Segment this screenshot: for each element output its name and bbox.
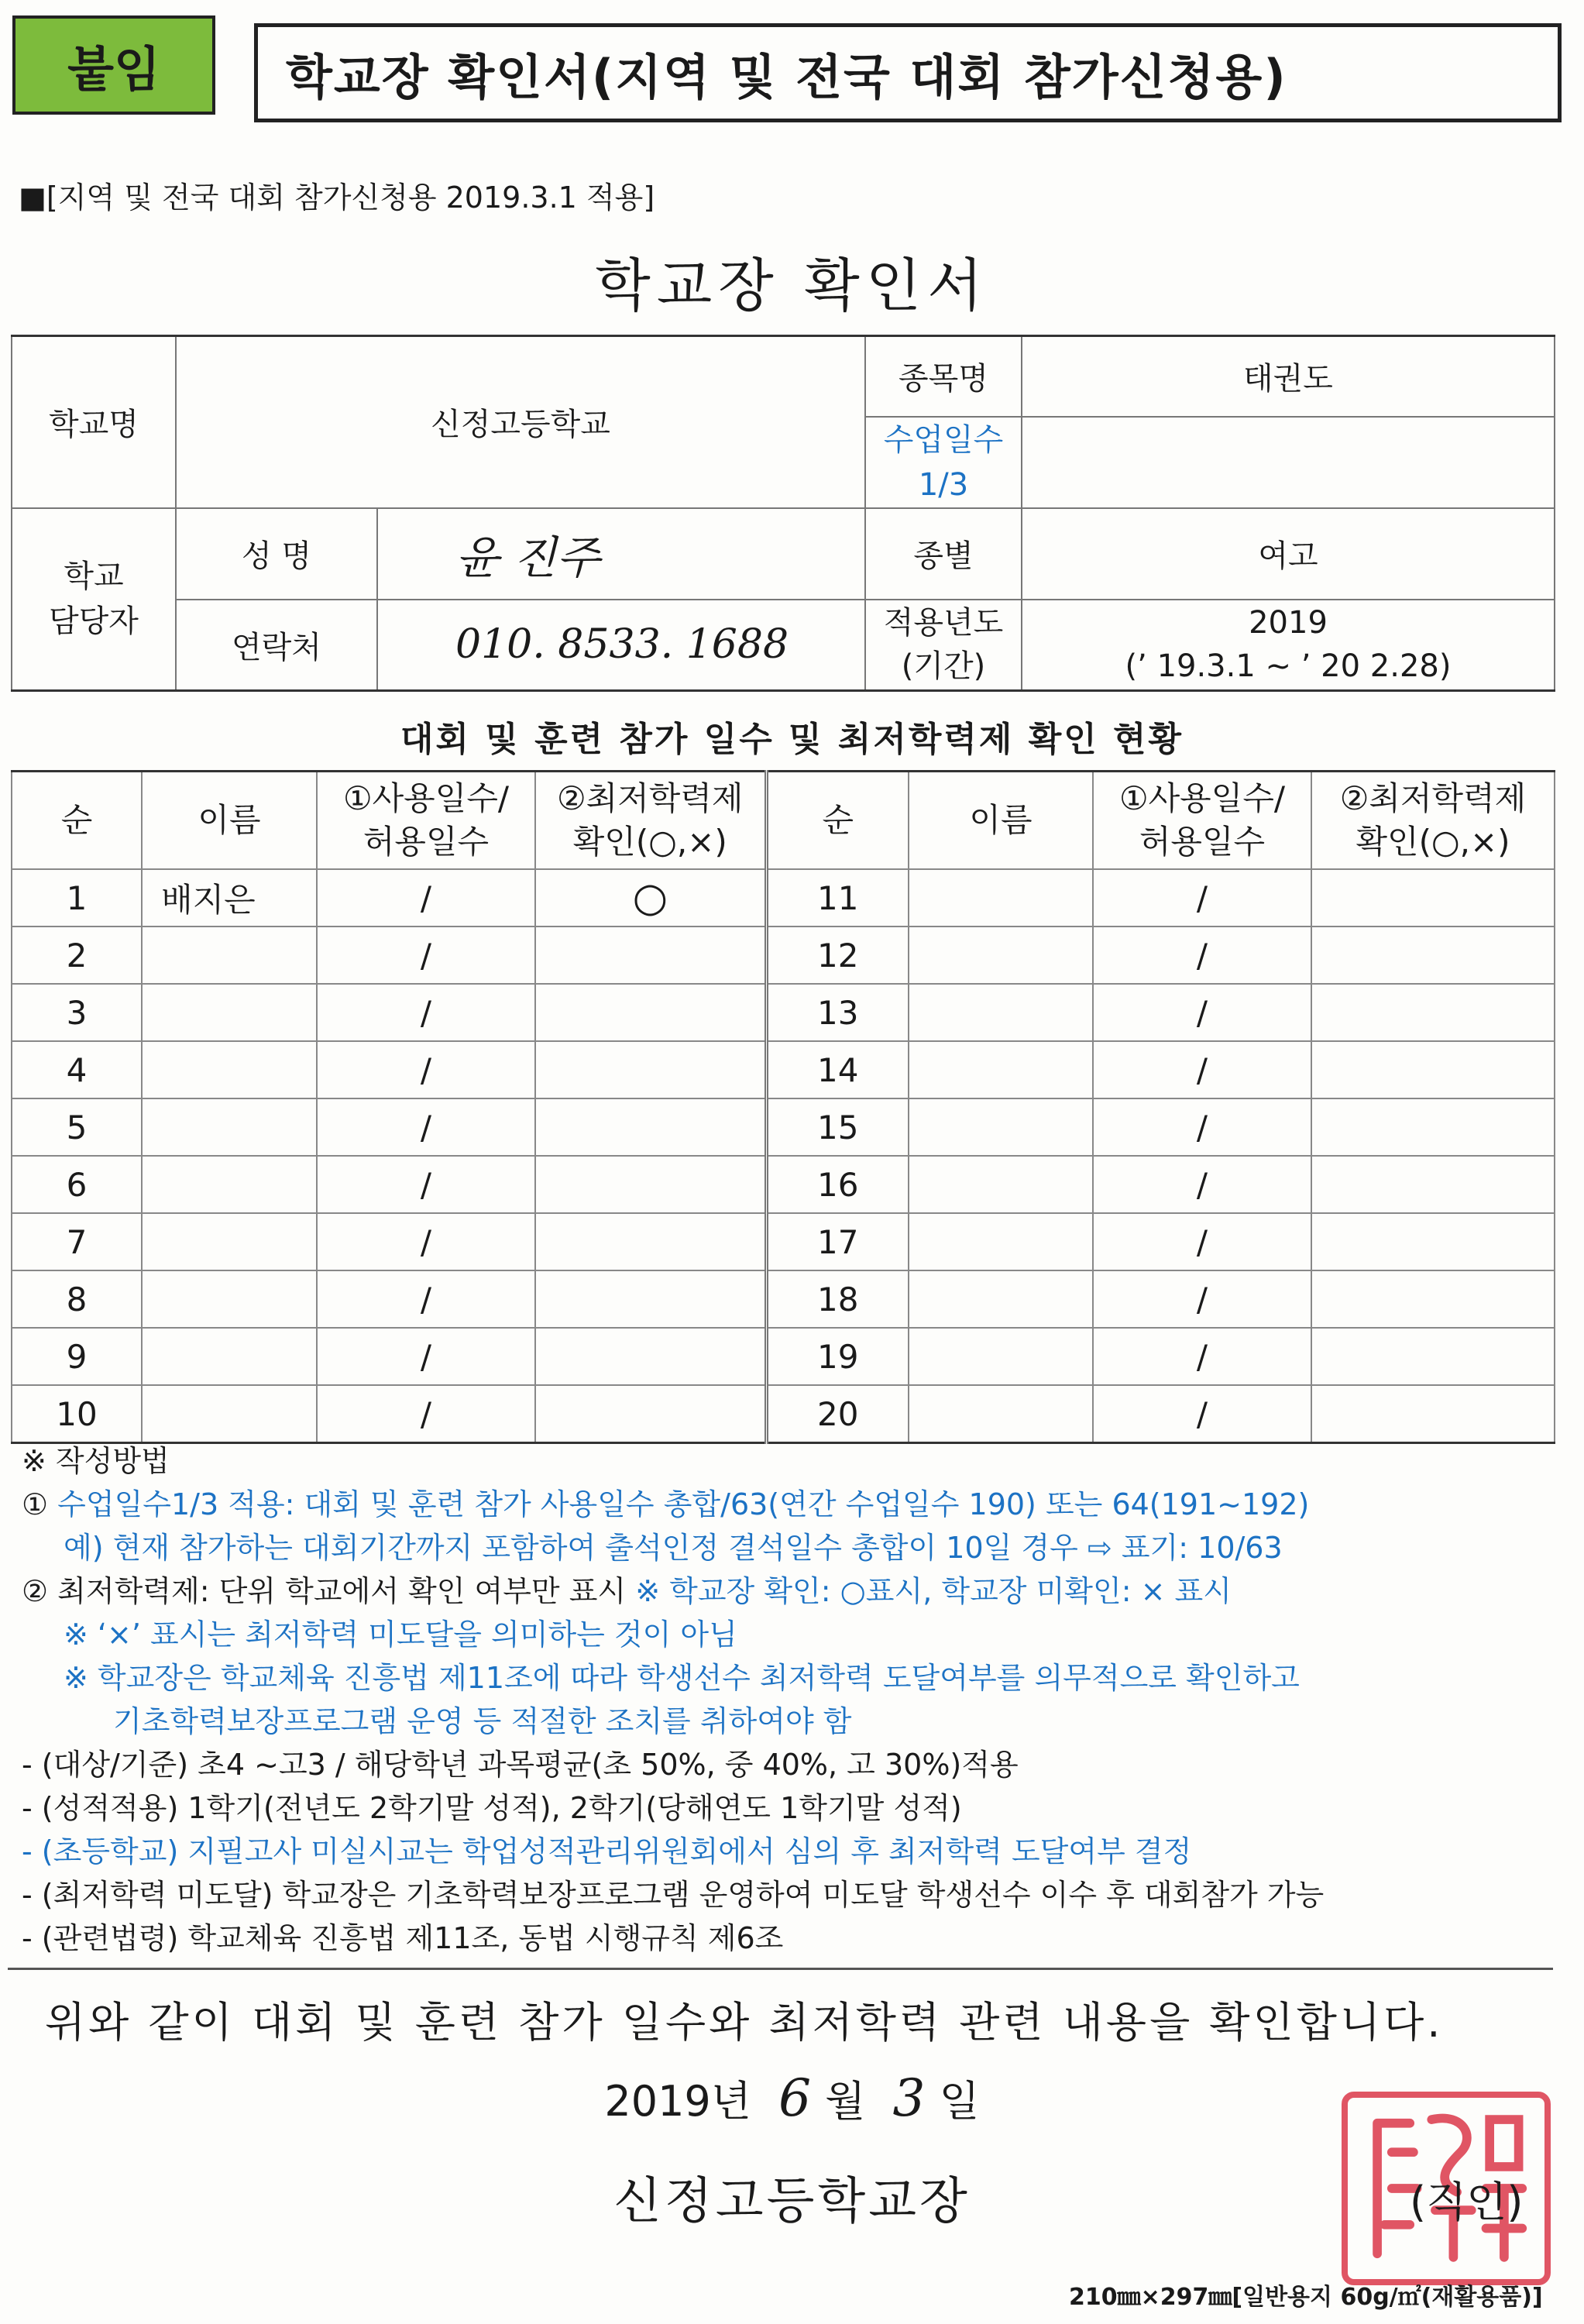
header-days: ①사용일수/ 허용일수	[317, 772, 535, 870]
minimum-achievement-check	[535, 1385, 766, 1443]
minimum-achievement-check	[535, 927, 766, 984]
table-row	[12, 927, 1555, 984]
manager-name-handwritten: 윤 진주	[377, 508, 865, 600]
participant-name	[142, 984, 317, 1041]
used-allowed-days: /	[1093, 1156, 1311, 1213]
minimum-achievement-check	[535, 1041, 766, 1098]
used-allowed-days: /	[317, 1156, 535, 1213]
participant-name	[909, 1041, 1093, 1098]
used-allowed-days: /	[1093, 984, 1311, 1041]
minimum-achievement-check	[535, 1156, 766, 1213]
used-allowed-days: /	[317, 1213, 535, 1270]
manager-label: 학교 담당자	[12, 508, 176, 691]
minimum-achievement-check	[1311, 1385, 1555, 1443]
row-number: 9	[12, 1328, 142, 1385]
row-number: 2	[12, 927, 142, 984]
used-allowed-days: /	[1093, 1098, 1311, 1156]
confirmation-statement: 위와 같이 대회 및 훈련 참가 일수와 최저학력 관련 내용을 확인합니다.	[45, 1998, 1444, 2047]
table-row	[12, 1385, 1555, 1443]
section-title: 대회 및 훈련 참가 일수 및 최저학력제 확인 현황	[400, 720, 1184, 759]
form-subheader: ■[지역 및 전국 대회 참가신청용 2019.3.1 적용]	[19, 180, 655, 215]
table-row	[12, 869, 1555, 927]
row-number: 17	[766, 1213, 909, 1270]
contact-label: 연락처	[176, 600, 377, 691]
row-number: 15	[766, 1098, 909, 1156]
writing-instructions	[22, 1439, 1563, 1960]
used-allowed-days: /	[1093, 927, 1311, 984]
note-2-marking: ※ 학교장 확인: ○표시, 학교장 미확인: × 표시	[635, 1574, 1232, 1608]
banner-title: 학교장 확인서(지역 및 전국 대회 참가신청용)	[254, 23, 1562, 122]
class-days-value	[1022, 417, 1555, 508]
row-number: 3	[12, 984, 142, 1041]
bullet-elementary: - (초등학교) 지필고사 미실시교는 학업성적관리위원회에서 심의 후 최저학력 도달여부 결정	[22, 1834, 1192, 1868]
note-1-number: ①	[22, 1487, 49, 1521]
participant-name	[142, 1098, 317, 1156]
row-number: 14	[766, 1041, 909, 1098]
note-4-line-1: ※ 학교장은 학교체육 진흥법 제11조에 따라 학생선수 최저학력 도달여부를 의무적으로 확인하고	[64, 1661, 1300, 1695]
bullet-below-minimum: - (최저학력 미도달) 학교장은 기초학력보장프로그램 운영하여 미도달 학생선수 이수 후 대회참가 가능	[22, 1878, 1325, 1912]
table-row	[12, 1213, 1555, 1270]
header-no: 순	[12, 772, 142, 870]
period-year: 2019	[1249, 605, 1328, 641]
used-allowed-days: /	[1093, 1213, 1311, 1270]
participant-name	[142, 1041, 317, 1098]
date-day-unit: 일	[939, 2077, 980, 2126]
participant-name	[909, 1385, 1093, 1443]
event-value: 태권도	[1022, 336, 1555, 417]
attachment-badge: 붙임	[12, 15, 215, 115]
used-allowed-days: /	[317, 1098, 535, 1156]
event-label: 종목명	[865, 336, 1022, 417]
principal-title: 신정고등학교장	[613, 2173, 971, 2230]
participant-name	[142, 1385, 317, 1443]
header-no: 순	[766, 772, 909, 870]
seal-label: (직인)	[1410, 2178, 1524, 2226]
row-number: 16	[766, 1156, 909, 1213]
minimum-achievement-check	[1311, 984, 1555, 1041]
note-1-line-1: 수업일수1/3 적용: 대회 및 훈련 참가 사용일수 총합/63(연간 수업일수 190) 또는 64(191~192)	[57, 1487, 1310, 1521]
minimum-achievement-check	[1311, 1213, 1555, 1270]
minimum-achievement-check	[535, 1213, 766, 1270]
class-days-label: 수업일수	[883, 421, 1004, 458]
row-number: 8	[12, 1270, 142, 1328]
date-month-handwritten: 6	[778, 2068, 812, 2128]
row-number: 12	[766, 927, 909, 984]
minimum-achievement-check	[1311, 1270, 1555, 1328]
minimum-achievement-check	[535, 1328, 766, 1385]
header-check: ②최저학력제 확인(○,×)	[1311, 772, 1555, 870]
header-name: 이름	[142, 772, 317, 870]
notes-heading: ※ 작성방법	[22, 1444, 170, 1478]
gender-label: 종별	[865, 508, 1022, 600]
bullet-target: - (대상/기준) 초4 ~고3 / 해당학년 과목평균(초 50%, 중 40%, 고 30%)적용	[22, 1748, 1019, 1782]
participant-name	[909, 1098, 1093, 1156]
note-2-number: ②	[22, 1574, 49, 1608]
participants-body	[12, 869, 1555, 1443]
used-allowed-days: /	[317, 984, 535, 1041]
participant-name	[909, 1213, 1093, 1270]
participant-name	[909, 1156, 1093, 1213]
name-label: 성 명	[176, 508, 377, 600]
minimum-achievement-check	[1311, 869, 1555, 927]
row-number: 11	[766, 869, 909, 927]
note-2-text: 최저학력제: 단위 학교에서 확인 여부만 표시	[57, 1574, 627, 1608]
used-allowed-days: /	[1093, 869, 1311, 927]
minimum-achievement-check	[1311, 927, 1555, 984]
participant-name	[142, 1270, 317, 1328]
row-number: 4	[12, 1041, 142, 1098]
table-row	[12, 1156, 1555, 1213]
row-number: 18	[766, 1270, 909, 1328]
participants-table	[11, 770, 1555, 1444]
row-number: 20	[766, 1385, 909, 1443]
minimum-achievement-check	[535, 1270, 766, 1328]
minimum-achievement-check	[1311, 1156, 1555, 1213]
date-month-unit: 월	[825, 2077, 866, 2126]
row-number: 13	[766, 984, 909, 1041]
school-name-label: 학교명	[12, 336, 176, 508]
participant-name	[909, 1328, 1093, 1385]
period-range: (’ 19.3.1 ~ ’ 20 2.28)	[1125, 648, 1452, 685]
row-number: 5	[12, 1098, 142, 1156]
participant-name	[909, 984, 1093, 1041]
row-number: 1	[12, 869, 142, 927]
participant-name	[909, 869, 1093, 927]
contact-handwritten: 010. 8533. 1688	[377, 600, 865, 691]
date-year: 2019년	[604, 2077, 751, 2126]
table-row	[12, 1328, 1555, 1385]
used-allowed-days: /	[1093, 1041, 1311, 1098]
row-number: 10	[12, 1385, 142, 1443]
table-row	[12, 1270, 1555, 1328]
header-name: 이름	[909, 772, 1093, 870]
participant-name	[909, 927, 1093, 984]
used-allowed-days: /	[1093, 1270, 1311, 1328]
minimum-achievement-check	[535, 984, 766, 1041]
document-title: 학교장 확인서	[595, 253, 989, 319]
minimum-achievement-check	[1311, 1328, 1555, 1385]
note-4-line-2: 기초학력보장프로그램 운영 등 적절한 조치를 취하여야 함	[113, 1704, 852, 1738]
school-info-table	[11, 335, 1555, 692]
participant-name	[142, 1156, 317, 1213]
note-3: ※ ‘×’ 표시는 최저학력 미도달을 의미하는 것이 아님	[64, 1618, 737, 1652]
table-row	[12, 1098, 1555, 1156]
used-allowed-days: /	[317, 1328, 535, 1385]
used-allowed-days: /	[317, 1041, 535, 1098]
participant-name	[142, 927, 317, 984]
bullet-laws: - (관련법령) 학교체육 진흥법 제11조, 동법 시행규칙 제6조	[22, 1921, 784, 1955]
used-allowed-days: /	[317, 1270, 535, 1328]
class-days-ratio: 1/3	[918, 466, 969, 503]
school-name-value: 신정고등학교	[176, 336, 865, 508]
used-allowed-days: /	[317, 1385, 535, 1443]
minimum-achievement-check	[1311, 1041, 1555, 1098]
participant-name	[142, 1213, 317, 1270]
used-allowed-days: /	[317, 927, 535, 984]
divider	[8, 1968, 1553, 1970]
row-number: 19	[766, 1328, 909, 1385]
minimum-achievement-check	[535, 1098, 766, 1156]
table-row	[12, 1041, 1555, 1098]
row-number: 7	[12, 1213, 142, 1270]
bullet-grades: - (성적적용) 1학기(전년도 2학기말 성적), 2학기(당해연도 1학기말 성적)	[22, 1791, 962, 1825]
participant-name: 배지은	[142, 869, 317, 927]
row-number: 6	[12, 1156, 142, 1213]
gender-value: 여고	[1022, 508, 1555, 600]
paper-spec-footer: 210㎜×297㎜[일반용지 60g/㎡(재활용품)]	[1069, 2284, 1543, 2311]
used-allowed-days: /	[317, 869, 535, 927]
table-row	[12, 984, 1555, 1041]
minimum-achievement-check: ○	[535, 869, 766, 927]
header-days: ①사용일수/ 허용일수	[1093, 772, 1311, 870]
participant-name	[142, 1328, 317, 1385]
minimum-achievement-check	[1311, 1098, 1555, 1156]
participant-name	[909, 1270, 1093, 1328]
used-allowed-days: /	[1093, 1328, 1311, 1385]
note-1-line-2: 예) 현재 참가하는 대회기간까지 포함하여 출석인정 결석일수 총합이 10일 경우 ⇨ 표기: 10/63	[64, 1531, 1283, 1565]
period-label: 적용년도 (기간)	[865, 600, 1022, 691]
header-check: ②최저학력제 확인(○,×)	[535, 772, 766, 870]
date-day-handwritten: 3	[892, 2068, 926, 2128]
used-allowed-days: /	[1093, 1385, 1311, 1443]
